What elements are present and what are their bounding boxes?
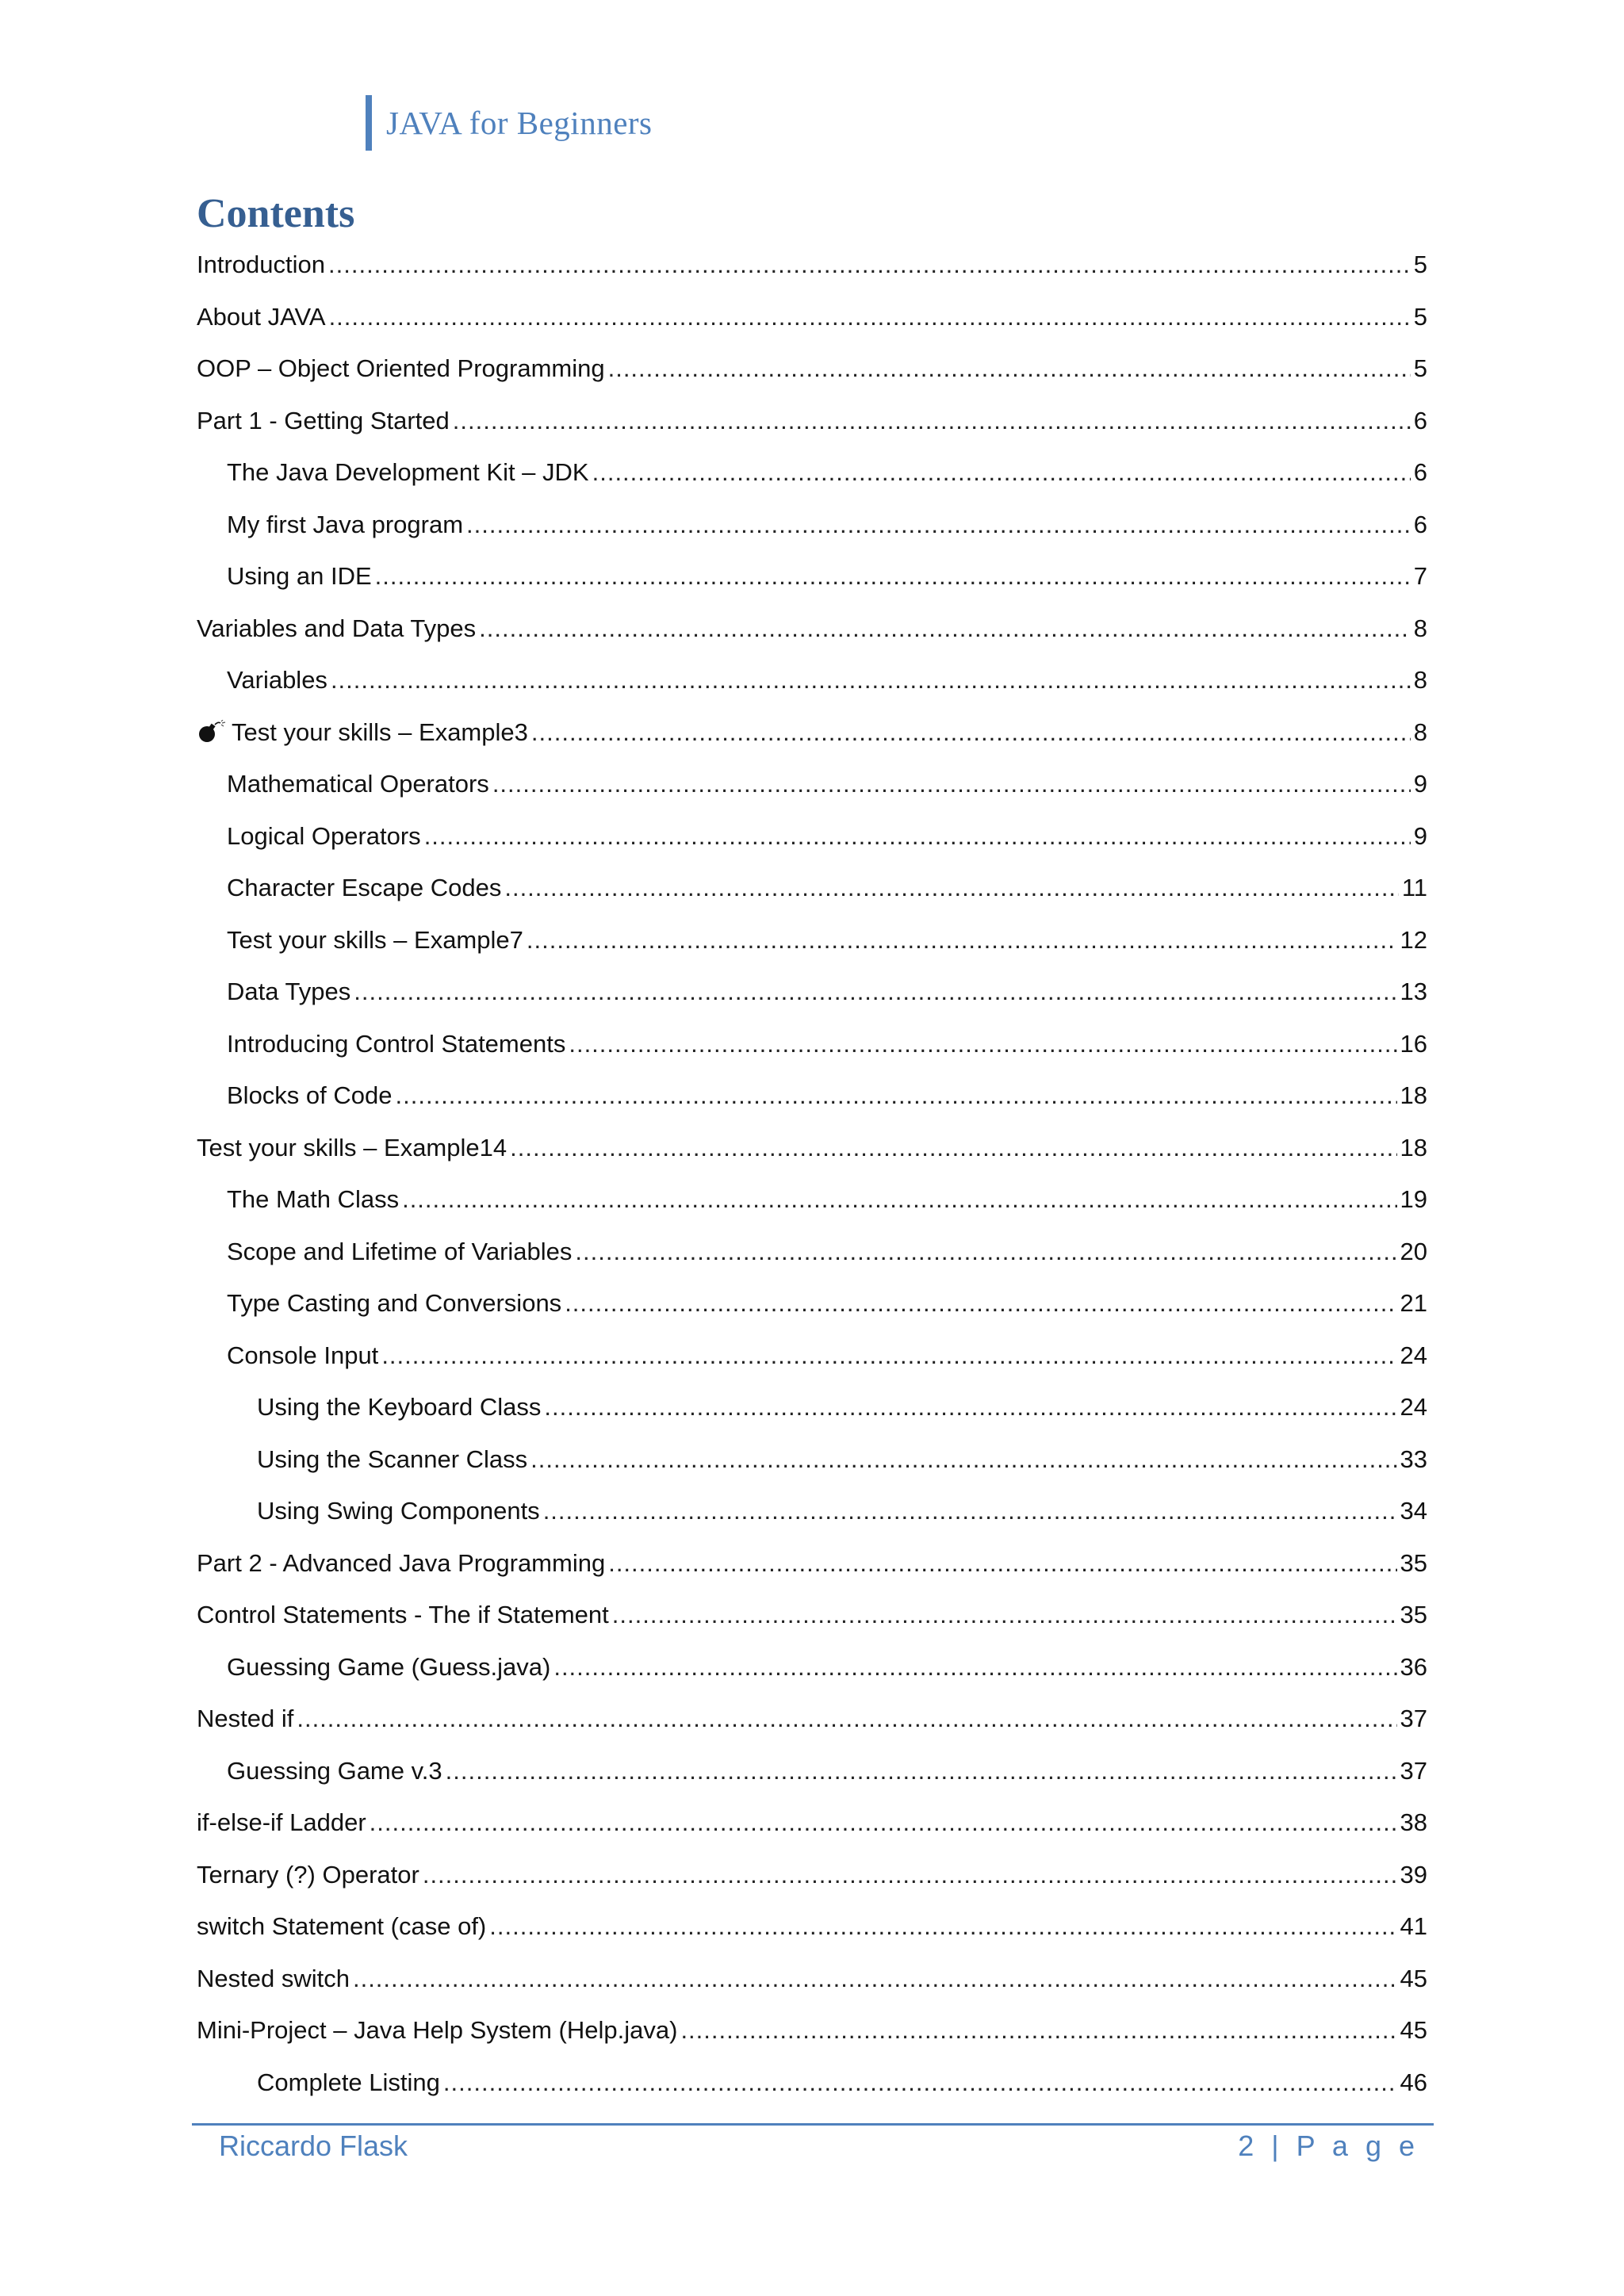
toc-page-number: 38 <box>1400 1808 1427 1836</box>
toc-page-number: 20 <box>1400 1237 1427 1265</box>
toc-page-number: 45 <box>1400 2016 1427 2044</box>
toc-dot-leader <box>423 1854 1397 1896</box>
toc-entry-label: Variables and Data Types <box>197 614 477 642</box>
toc-page-number: 35 <box>1400 1548 1427 1577</box>
toc-page-number: 39 <box>1400 1860 1427 1888</box>
toc-entry[interactable] <box>197 1024 1427 1076</box>
toc-page-number: 8 <box>1413 666 1427 694</box>
toc-entry-label: Ternary (?) Operator <box>197 1860 419 1888</box>
toc-entry-label: Guessing Game v.3 <box>227 1756 442 1785</box>
toc-entry-label: Using Swing Components <box>257 1497 540 1525</box>
toc-entry-label: Blocks of Code <box>227 1081 393 1109</box>
toc-entry[interactable] <box>197 1075 1427 1127</box>
toc-dot-leader <box>443 2062 1397 2103</box>
toc-page-number: 7 <box>1413 562 1427 590</box>
toc-entry-label: The Java Development Kit – JDK <box>227 458 589 486</box>
toc-dot-leader <box>492 763 1411 805</box>
toc-entry-title[interactable] <box>227 867 501 909</box>
table-of-contents <box>197 244 1427 2114</box>
toc-page-number: 11 <box>1401 874 1427 901</box>
toc-dot-leader <box>553 1647 1396 1688</box>
running-header <box>366 95 653 151</box>
toc-entry-label: Nested switch <box>197 1964 350 1992</box>
toc-entry-title[interactable] <box>197 297 326 338</box>
toc-dot-leader <box>608 348 1411 389</box>
toc-entry-label: Mathematical Operators <box>227 770 489 798</box>
toc-entry-title[interactable] <box>197 348 605 389</box>
toc-entry[interactable] <box>197 1439 1427 1491</box>
toc-page-number: 36 <box>1400 1652 1427 1681</box>
toc-entry-label: Character Escape Codes <box>227 874 502 901</box>
toc-dot-leader <box>544 1387 1396 1428</box>
toc-dot-leader <box>543 1490 1397 1532</box>
toc-entry[interactable] <box>197 1906 1427 1958</box>
toc-entry-title[interactable] <box>227 816 421 857</box>
toc-dot-leader <box>329 297 1411 338</box>
toc-entry-label: Mini-Project – Java Help System (Help.java) <box>197 2016 678 2044</box>
toc-page-number: 5 <box>1413 302 1427 331</box>
toc-page-number: 37 <box>1400 1705 1427 1732</box>
toc-entry[interactable] <box>197 816 1427 868</box>
toc-entry-title[interactable] <box>197 608 476 649</box>
toc-page-number: 8 <box>1413 718 1427 746</box>
toc-entry-label: Scope and Lifetime of Variables <box>227 1237 573 1265</box>
toc-entry-label: Introducing Control Statements <box>227 1029 566 1058</box>
toc-entry-label: Test your skills – Example3 <box>232 718 528 746</box>
toc-entry-title[interactable] <box>227 452 589 493</box>
toc-entry-label: Introduction <box>197 251 325 278</box>
toc-entry-title[interactable] <box>197 1543 605 1584</box>
toc-page-number: 6 <box>1413 406 1427 434</box>
toc-page-number: 19 <box>1400 1185 1427 1213</box>
toc-entry-title[interactable] <box>197 244 325 285</box>
toc-page-number: 41 <box>1400 1912 1427 1940</box>
toc-entry-label: Type Casting and Conversions <box>227 1289 562 1317</box>
toc-entry-label: OOP – Object Oriented Programming <box>197 354 605 382</box>
toc-entry-label: Guessing Game (Guess.java) <box>227 1652 551 1681</box>
toc-entry-title[interactable] <box>227 763 489 805</box>
toc-entry-label: Complete Listing <box>257 2068 440 2096</box>
toc-dot-leader <box>608 1543 1396 1584</box>
toc-entry-label: Part 1 - Getting Started <box>197 406 450 434</box>
toc-entry[interactable] <box>197 1543 1427 1595</box>
toc-entry-title[interactable] <box>197 1854 419 1896</box>
toc-entry-title[interactable] <box>197 2010 677 2051</box>
toc-entry[interactable] <box>197 608 1427 660</box>
toc-entry-label: Using the Scanner Class <box>257 1445 528 1473</box>
toc-entry[interactable] <box>197 1854 1427 1907</box>
toc-page-number: 18 <box>1400 1133 1427 1161</box>
toc-entry-label: Part 2 - Advanced Java Programming <box>197 1548 606 1577</box>
toc-dot-leader <box>453 400 1411 442</box>
toc-entry[interactable] <box>197 244 1427 297</box>
toc-entry-label: Logical Operators <box>227 821 421 850</box>
toc-dot-leader <box>527 920 1397 961</box>
toc-dot-leader <box>446 1751 1397 1792</box>
toc-page-number: 12 <box>1400 925 1427 954</box>
toc-entry-title[interactable] <box>227 1647 550 1688</box>
toc-entry[interactable] <box>197 348 1427 400</box>
toc-entry[interactable] <box>197 660 1427 712</box>
toc-entry[interactable] <box>197 971 1427 1024</box>
toc-entry-title[interactable] <box>197 1958 350 1999</box>
toc-dot-leader <box>479 608 1411 649</box>
toc-entry-label: Console Input <box>227 1341 379 1369</box>
toc-entry[interactable] <box>197 1751 1427 1803</box>
toc-entry-title[interactable] <box>227 504 463 545</box>
toc-page-number: 13 <box>1400 978 1427 1005</box>
toc-entry[interactable] <box>197 1958 1427 2011</box>
toc-page-number: 45 <box>1400 1964 1427 1992</box>
toc-entry-title[interactable] <box>227 1335 378 1376</box>
toc-entry[interactable] <box>197 1179 1427 1231</box>
toc-entry-label: My first Java program <box>227 510 464 538</box>
toc-entry[interactable] <box>197 1647 1427 1699</box>
toc-entry-label: switch Statement (case of) <box>197 1912 487 1940</box>
toc-dot-leader <box>680 2010 1396 2051</box>
toc-page-number: 6 <box>1413 458 1427 486</box>
toc-entry-title[interactable] <box>227 556 372 597</box>
toc-page-number: 34 <box>1400 1497 1427 1525</box>
toc-entry-title[interactable] <box>257 2062 440 2103</box>
toc-page-number: 6 <box>1413 510 1427 538</box>
toc-entry-title[interactable] <box>197 400 450 442</box>
toc-dot-leader <box>424 816 1411 857</box>
toc-entry[interactable] <box>197 297 1427 349</box>
toc-dot-leader <box>592 452 1411 493</box>
toc-entry[interactable] <box>197 400 1427 453</box>
toc-entry-label: Data Types <box>227 978 351 1005</box>
toc-entry[interactable] <box>197 504 1427 557</box>
footer-page-number: 2 | P a g e <box>1238 2130 1419 2162</box>
toc-dot-leader <box>569 1024 1396 1065</box>
toc-dot-leader <box>530 1439 1396 1480</box>
toc-page-number: 16 <box>1400 1029 1427 1058</box>
toc-dot-leader <box>375 556 1411 597</box>
toc-entry[interactable] <box>197 2062 1427 2114</box>
toc-entry-label: About JAVA <box>197 302 326 331</box>
toc-entry-title[interactable] <box>257 1439 527 1480</box>
toc-page-number: 9 <box>1413 821 1427 850</box>
toc-entry-title[interactable] <box>197 1127 507 1169</box>
toc-dot-leader <box>354 971 1396 1012</box>
toc-heading: Contents <box>197 191 355 236</box>
toc-dot-leader <box>575 1231 1396 1272</box>
toc-entry-label: if-else-if Ladder <box>197 1808 366 1836</box>
toc-dot-leader <box>466 504 1411 545</box>
toc-entry[interactable] <box>197 1490 1427 1543</box>
toc-entry[interactable] <box>197 556 1427 608</box>
toc-page-number: 5 <box>1413 354 1427 382</box>
toc-page-number: 46 <box>1400 2068 1427 2096</box>
toc-page-number: 8 <box>1413 614 1427 642</box>
footer-author: Riccardo Flask <box>219 2130 408 2162</box>
toc-entry[interactable] <box>197 867 1427 920</box>
toc-entry-title[interactable] <box>197 712 528 753</box>
toc-entry[interactable] <box>197 1698 1427 1751</box>
toc-dot-leader <box>370 1802 1397 1843</box>
toc-entry-label: Using the Keyboard Class <box>257 1393 542 1421</box>
toc-dot-leader <box>328 244 1411 285</box>
toc-dot-leader <box>353 1958 1397 1999</box>
toc-entry-title[interactable] <box>257 1387 541 1428</box>
bomb-icon <box>197 720 227 744</box>
toc-entry[interactable] <box>197 763 1427 816</box>
toc-entry-label: Test your skills – Example14 <box>197 1133 508 1161</box>
toc-entry-title[interactable] <box>227 920 523 961</box>
toc-entry-label: Test your skills – Example7 <box>227 925 523 954</box>
toc-dot-leader <box>504 867 1398 909</box>
toc-entry-title[interactable] <box>197 1906 486 1947</box>
toc-entry[interactable] <box>197 1231 1427 1284</box>
toc-entry-label: Variables <box>227 666 327 694</box>
toc-dot-leader <box>331 660 1411 701</box>
toc-entry-label: Control Statements - The if Statement <box>197 1601 609 1628</box>
toc-entry-label: Using an IDE <box>227 562 372 590</box>
toc-page-number: 33 <box>1400 1445 1427 1473</box>
toc-entry[interactable] <box>197 712 1427 764</box>
toc-entry[interactable] <box>197 1802 1427 1854</box>
toc-entry[interactable] <box>197 1387 1427 1439</box>
toc-page-number: 18 <box>1400 1081 1427 1109</box>
toc-entry[interactable] <box>197 452 1427 504</box>
toc-page-number: 24 <box>1400 1341 1427 1369</box>
toc-dot-leader <box>612 1594 1397 1636</box>
toc-page-number: 37 <box>1400 1756 1427 1785</box>
toc-dot-leader <box>510 1127 1396 1169</box>
toc-entry-title[interactable] <box>227 1231 572 1272</box>
toc-entry-title[interactable] <box>227 1751 442 1792</box>
toc-dot-leader <box>396 1075 1397 1116</box>
footer-rule <box>192 2123 1434 2126</box>
toc-entry-label: The Math Class <box>227 1185 400 1213</box>
toc-entry[interactable] <box>197 2010 1427 2062</box>
toc-entry-title[interactable] <box>227 971 350 1012</box>
toc-entry-title[interactable] <box>197 1698 293 1739</box>
toc-entry-title[interactable] <box>197 1802 366 1843</box>
toc-entry-title[interactable] <box>227 1075 393 1116</box>
toc-dot-leader <box>531 712 1411 753</box>
toc-page-number: 21 <box>1400 1289 1427 1317</box>
toc-page-number: 35 <box>1400 1601 1427 1628</box>
toc-entry-title[interactable] <box>227 1283 561 1324</box>
toc-entry-label: Nested if <box>197 1705 294 1732</box>
toc-dot-leader <box>402 1179 1396 1220</box>
toc-page-number: 5 <box>1413 251 1427 278</box>
toc-entry-title[interactable] <box>227 1024 565 1065</box>
toc-entry-title[interactable] <box>227 1179 399 1220</box>
toc-entry[interactable] <box>197 1127 1427 1180</box>
toc-entry-title[interactable] <box>257 1490 540 1532</box>
toc-entry-title[interactable] <box>227 660 327 701</box>
toc-page-number: 9 <box>1413 770 1427 798</box>
header-title: JAVA for Beginners <box>386 105 653 141</box>
toc-entry[interactable] <box>197 920 1427 972</box>
toc-dot-leader <box>565 1283 1396 1324</box>
toc-entry[interactable] <box>197 1594 1427 1647</box>
toc-entry-title[interactable] <box>197 1594 609 1636</box>
toc-entry[interactable] <box>197 1283 1427 1335</box>
toc-entry[interactable] <box>197 1335 1427 1387</box>
toc-dot-leader <box>297 1698 1396 1739</box>
header-accent-bar <box>366 95 372 151</box>
toc-dot-leader <box>381 1335 1396 1376</box>
toc-page-number: 24 <box>1400 1393 1427 1421</box>
toc-dot-leader <box>489 1906 1396 1947</box>
